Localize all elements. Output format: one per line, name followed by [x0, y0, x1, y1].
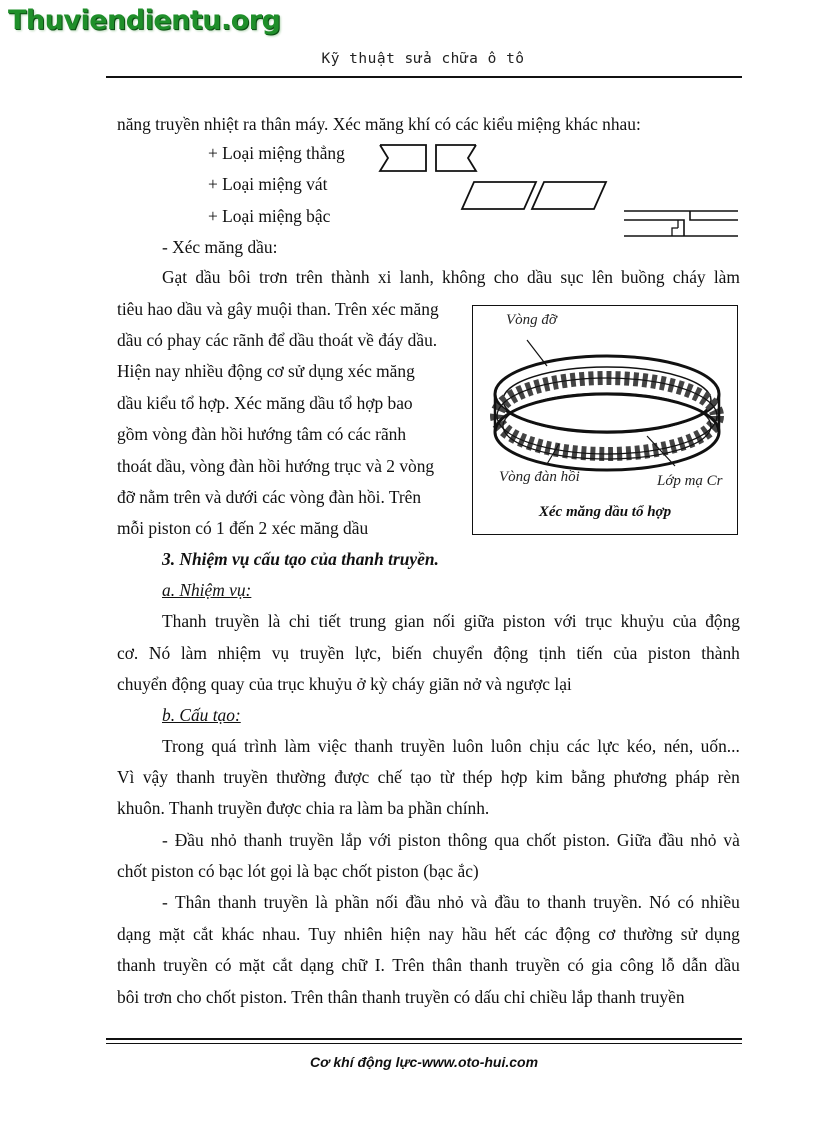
footer-divider-thin	[106, 1043, 742, 1044]
word: với	[553, 611, 577, 631]
word: từ	[439, 767, 455, 787]
word: thanh	[547, 892, 587, 912]
oil-ring-line-7: thoát dầu, vòng đàn hồi hướng trục và 2 vòng	[117, 456, 435, 476]
word: luôn	[490, 736, 522, 756]
task-line-2	[117, 642, 740, 664]
word: trung	[349, 611, 387, 631]
word: dạng	[117, 924, 151, 944]
word: dầu	[195, 267, 221, 287]
word: cơ.	[117, 643, 139, 663]
word: nhiệm	[217, 643, 262, 663]
word: thép	[462, 767, 493, 787]
word: động	[555, 924, 591, 944]
word: với	[368, 830, 392, 850]
word: cháy	[672, 267, 706, 287]
word: khác	[221, 924, 255, 944]
word: Đầu	[174, 830, 204, 850]
task-line-1	[162, 610, 740, 632]
word: trục	[585, 611, 613, 631]
word: piston	[398, 830, 441, 850]
word: thông	[447, 830, 488, 850]
label-chrome-layer: Lớp mạ Cr	[657, 473, 723, 489]
word: cho	[493, 267, 519, 287]
word: có	[677, 892, 694, 912]
oil-ring-heading: - Xéc măng dầu:	[162, 237, 278, 257]
oil-ring-line-5: dầu kiểu tổ hợp. Xéc măng dầu tổ hợp bao	[117, 393, 413, 413]
word: kim	[535, 767, 563, 787]
word: trên	[295, 267, 323, 287]
word: mặt	[158, 924, 185, 944]
word: sục	[560, 267, 584, 287]
word: luôn	[452, 736, 484, 756]
word: bằng	[571, 767, 606, 787]
word: truyền	[263, 892, 309, 912]
word: phương	[613, 767, 667, 787]
paragraph-intro: năng truyền nhiệt ra thân máy. Xéc măng khí có các kiểu miệng khác nhau:	[117, 114, 641, 134]
word: hiện	[390, 924, 421, 944]
word: buồng	[621, 267, 665, 287]
oil-ring-line-4: Hiện nay nhiều động cơ sử dụng xéc măng	[117, 361, 415, 381]
word: bôi	[228, 267, 251, 287]
word: chốt	[526, 830, 557, 850]
oil-ring-line-8: đỡ nằm trên và dưới các vòng đàn hồi. Trên	[117, 487, 422, 507]
rod-body-line-2	[117, 923, 740, 945]
word: -	[162, 892, 168, 912]
structure-line-2	[117, 766, 740, 788]
word: đầu	[658, 830, 684, 850]
word: truyền	[214, 611, 260, 631]
word: qua	[494, 830, 520, 850]
word: không	[442, 267, 486, 287]
word: vụ	[271, 643, 290, 663]
word: Trên	[392, 955, 425, 975]
figure-caption: Xéc măng dầu tổ hợp	[538, 504, 672, 520]
word: khuỷu	[620, 611, 665, 631]
word: trơn	[259, 267, 288, 287]
word: cắt	[192, 924, 214, 944]
label-support-ring: Vòng đỡ	[506, 312, 557, 328]
word: nhỏ	[210, 830, 237, 850]
oil-ring-line-6: gồm vòng đàn hồi hướng tâm có các rãnh	[117, 424, 407, 444]
word: I.	[374, 955, 385, 975]
word: piston	[502, 611, 546, 631]
word: tiết	[318, 611, 341, 631]
word: trình	[243, 736, 277, 756]
word: Thanh	[162, 611, 207, 631]
word: Tuy	[308, 924, 336, 944]
word: nhiên	[343, 924, 383, 944]
word: là	[315, 892, 328, 912]
word: chế	[377, 767, 402, 787]
word: Nó	[148, 643, 171, 663]
word: đầu	[405, 892, 431, 912]
section-3-heading: 3. Nhiệm vụ cấu tạo của thanh truyền.	[162, 549, 439, 569]
word: thường	[623, 924, 673, 944]
word: rèn	[717, 767, 740, 787]
word: kéo,	[626, 736, 657, 756]
word: lên	[591, 267, 613, 287]
word: gian	[394, 611, 425, 631]
rod-body-line-4: bôi trơn cho chốt piston. Trên thân thanh truyền có dấu chỉ chiều lắp thanh truyền	[117, 987, 685, 1007]
word: có	[567, 955, 584, 975]
word: dầu	[714, 955, 740, 975]
oil-ring-line-1	[162, 266, 740, 288]
word: hợp	[500, 767, 528, 787]
oil-ring-line-3: dầu có phay các rãnh để dầu thoát về đáy dầu.	[117, 330, 438, 350]
word: truyền	[163, 955, 208, 975]
word: thanh	[217, 892, 257, 912]
word: được	[334, 767, 370, 787]
gap-type-angled: + Loại miệng vát	[208, 174, 328, 194]
subsection-a-heading: a. Nhiệm vụ:	[162, 580, 252, 600]
word: lỗ	[661, 955, 675, 975]
word: hầu	[461, 924, 487, 944]
footer-text: Cơ khí động lực-www.oto-hui.com	[309, 1054, 539, 1070]
word: quá	[211, 736, 237, 756]
word: nối	[375, 892, 399, 912]
word: làm	[713, 267, 740, 287]
word: truyền	[289, 830, 334, 850]
straight-gap-diagram	[378, 143, 480, 173]
page-header-title: Kỹ thuật sửa chữa ô tô	[321, 51, 525, 67]
word: Giữa	[616, 830, 652, 850]
word: nay	[428, 924, 454, 944]
word: Gạt	[162, 267, 188, 287]
structure-line-1	[162, 735, 740, 757]
word: các	[524, 924, 548, 944]
word: thanh	[354, 736, 393, 756]
word: thanh	[243, 830, 283, 850]
word: tạo	[410, 767, 432, 787]
word: nhỏ	[437, 892, 464, 912]
word: làm	[284, 736, 311, 756]
structure-line-3: khuôn. Thanh truyền được chia ra làm ba phần chính.	[117, 798, 490, 818]
word: biến	[391, 643, 422, 663]
word: tịnh	[538, 643, 566, 663]
footer-divider	[106, 1038, 742, 1040]
oil-ring-line-2: tiêu hao dầu và gây muội than. Trên xéc măng	[117, 299, 439, 319]
word: lanh,	[399, 267, 434, 287]
word: của	[672, 611, 697, 631]
header-divider	[106, 76, 742, 78]
word: truyền.	[593, 892, 642, 912]
word: của	[613, 643, 638, 663]
word: dẫn	[682, 955, 708, 975]
word: việc	[317, 736, 347, 756]
word: Nó	[649, 892, 671, 912]
word: chi	[288, 611, 311, 631]
word: Trong	[162, 736, 204, 756]
word: piston	[648, 643, 691, 663]
oil-ring-line-9: mỗi piston có 1 đến 2 xéc măng dầu	[117, 518, 369, 538]
word: Vì	[117, 767, 135, 787]
word: gia	[591, 955, 613, 975]
small-end-line-2: chốt piston có bạc lót gọi là bạc chốt piston (bạc ắc)	[117, 861, 479, 881]
word: lắp	[340, 830, 362, 850]
word: vậy	[142, 767, 168, 787]
label-spring-ring: Vòng đàn hồi	[499, 469, 580, 485]
word: nhau.	[262, 924, 301, 944]
subsection-b-heading: b. Cấu tạo:	[162, 705, 241, 725]
task-line-3: chuyển động quay của trục khuỷu ở kỳ cháy giãn nở và ngược lại	[117, 674, 572, 694]
word: lực,	[354, 643, 382, 663]
word: nén,	[663, 736, 694, 756]
word: thanh	[469, 955, 508, 975]
rod-body-line-3	[117, 954, 740, 976]
word: truyền	[400, 736, 445, 756]
word: chịu	[529, 736, 560, 756]
word: thường	[276, 767, 326, 787]
word: chữ	[341, 955, 368, 975]
word: và	[470, 892, 488, 912]
word: truyền	[223, 767, 268, 787]
word: piston.	[563, 830, 611, 850]
word: phần	[334, 892, 369, 912]
word: thanh	[176, 767, 215, 787]
word: -	[162, 830, 168, 850]
oil-ring-figure	[472, 305, 738, 535]
rod-body-line-1	[162, 891, 740, 913]
word: mặt	[238, 955, 265, 975]
word: Thân	[174, 892, 211, 912]
word: truyền	[515, 955, 560, 975]
word: cắt	[272, 955, 293, 975]
word: công	[619, 955, 654, 975]
site-logo[interactable]: Thuviendientu.org	[8, 5, 281, 36]
word: uốn...	[700, 736, 740, 756]
oil-ring-illustration	[489, 336, 725, 476]
small-end-line-1	[162, 829, 740, 851]
word: thanh	[117, 955, 156, 975]
word: nhiều	[701, 892, 740, 912]
word: lực	[597, 736, 620, 756]
word: chuyển	[432, 643, 483, 663]
word: tiến	[576, 643, 603, 663]
word: sử	[680, 924, 697, 944]
word: hết	[494, 924, 517, 944]
word: pháp	[675, 767, 710, 787]
word: thân	[431, 955, 462, 975]
word: nối	[432, 611, 456, 631]
word: động	[493, 643, 529, 663]
word: và	[723, 830, 740, 850]
word: có	[214, 955, 232, 975]
word: thành	[701, 643, 740, 663]
stepped-gap-diagram	[622, 206, 740, 240]
word: to	[526, 892, 541, 912]
word: động	[705, 611, 740, 631]
word: đầu	[494, 892, 520, 912]
gap-type-straight: + Loại miệng thẳng	[208, 143, 345, 163]
word: các	[566, 736, 590, 756]
word: xi	[377, 267, 392, 287]
gap-type-stepped: + Loại miệng bậc	[208, 206, 331, 226]
word: là	[267, 611, 281, 631]
word: dụng	[705, 924, 740, 944]
word: giữa	[463, 611, 495, 631]
angled-gap-diagram	[460, 180, 610, 212]
word: dầu	[527, 267, 553, 287]
word: thành	[330, 267, 370, 287]
word: truyền	[299, 643, 345, 663]
word: cơ	[598, 924, 616, 944]
word: nhỏ	[690, 830, 717, 850]
word: dạng	[300, 955, 334, 975]
word: làm	[180, 643, 207, 663]
